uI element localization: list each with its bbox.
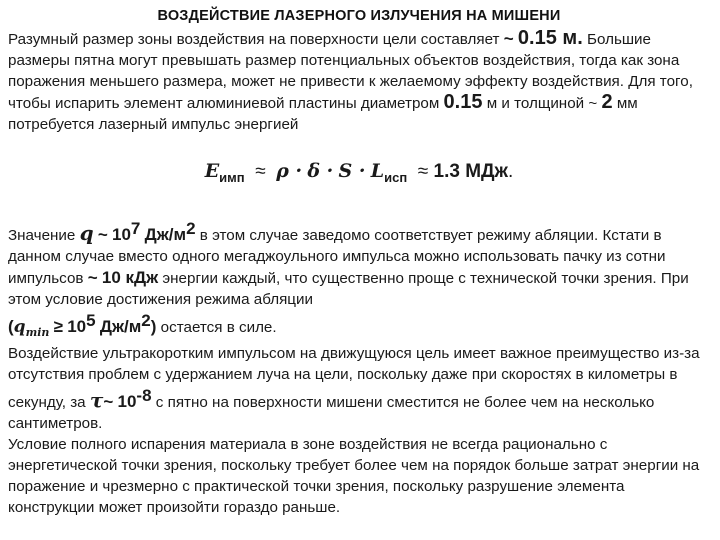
formula-result: 1.3 МДж xyxy=(433,161,509,182)
text: Условие полного испарения материала в зоне воздействия не всегда рационально с энергетической точки зрения, поскольку требует более чем на порядок больше затрат энергии на поражение и чрезмерно с практической точки зрения, поскольку разрушение элемента конструкции может произойти гораздо раньше. xyxy=(8,436,700,517)
formula-L-sub: исп xyxy=(384,169,408,185)
text: м и толщиной ~ xyxy=(486,95,598,112)
formula-delta: δ · xyxy=(307,160,334,182)
tilde: ~ xyxy=(103,392,114,412)
text: Значение xyxy=(8,226,76,244)
paragraph-evaporation xyxy=(8,434,710,518)
approx-sign: ≈ xyxy=(417,161,429,182)
q-unit: Дж/м xyxy=(144,224,187,244)
formula-E-sub: имп xyxy=(219,169,245,185)
text: в этом случае заведомо соответствует режиму абляции. Кстати в данном случае вместо одного мегаджоульного импульса можно использовать пачку из сотни импульсов xyxy=(8,226,666,287)
paren-close: ) xyxy=(150,316,157,336)
text: Большие размеры пятна могут превышать размер потенциальных объектов воздействия, тогда как зона поражения меньшего размера, может не привести к желаемому эффекту воздействия. Для того, чтобы испарить элемент алюминиевой пластины диаметром xyxy=(8,31,693,112)
q-symbol: q xyxy=(79,220,94,245)
text: энергии каждый, что существенно проще с технической точки зрения. При этом условие достижения режима абляции xyxy=(8,269,689,308)
approx-sign: ≈ xyxy=(255,161,266,182)
tilde: ~ xyxy=(503,29,514,48)
energy-formula xyxy=(8,157,710,192)
tau-exponent: -8 xyxy=(136,385,152,405)
tau-symbol: τ xyxy=(89,388,104,413)
q-exponent: 7 xyxy=(130,218,141,238)
formula-rho: ρ · xyxy=(276,160,303,182)
qmin-exponent: 5 xyxy=(86,310,96,330)
qmin-unit-exponent: 2 xyxy=(141,310,151,330)
formula-dot: . xyxy=(508,161,514,182)
thickness-value: 2 xyxy=(601,91,613,113)
tau-value: 10 xyxy=(117,392,137,412)
pulse-energy-value: 10 кДж xyxy=(101,267,159,287)
q-value: 10 xyxy=(111,224,131,244)
qmin-symbol: q xyxy=(13,316,26,337)
geq-sign: ≥ xyxy=(53,316,63,336)
paren-open: ( xyxy=(8,316,14,336)
slide-title: ВОЗДЕЙСТВИЕ ЛАЗЕРНОГО ИЗЛУЧЕНИЯ НА МИШЕНИ xyxy=(157,8,561,24)
formula-E: E xyxy=(204,160,220,182)
qmin-unit: Дж/м xyxy=(99,316,142,336)
qmin-sub: min xyxy=(25,325,50,339)
zone-size-value: 0.15 м. xyxy=(517,27,583,49)
text: Разумный размер зоны воздействия на поверхности цели составляет xyxy=(8,31,500,48)
formula-S: S · xyxy=(338,160,366,182)
text: с пятно на поверхности мишени сместится не более чем на несколько сантиметров. xyxy=(8,394,655,433)
text: мм потребуется лазерный импульс энергией xyxy=(8,95,638,133)
tilde: ~ xyxy=(87,267,98,287)
diameter-value: 0.15 xyxy=(443,91,483,113)
q-unit-exponent: 2 xyxy=(186,218,196,238)
paragraph-ultrashort xyxy=(8,343,710,434)
formula-L: L xyxy=(370,160,385,182)
qmin-value: 10 xyxy=(67,316,87,336)
paragraph-ablation xyxy=(8,218,710,343)
tilde: ~ xyxy=(97,224,108,244)
text: Воздействие ультракоротким импульсом на движущуюся цель имеет важное преимущество из-за отсутствия проблем с удержанием луча на цели, поскольку даже при скоростях в километры в секунду, за xyxy=(8,344,700,412)
paragraph-zone-size xyxy=(8,28,710,135)
text: остается в силе. xyxy=(160,318,277,336)
